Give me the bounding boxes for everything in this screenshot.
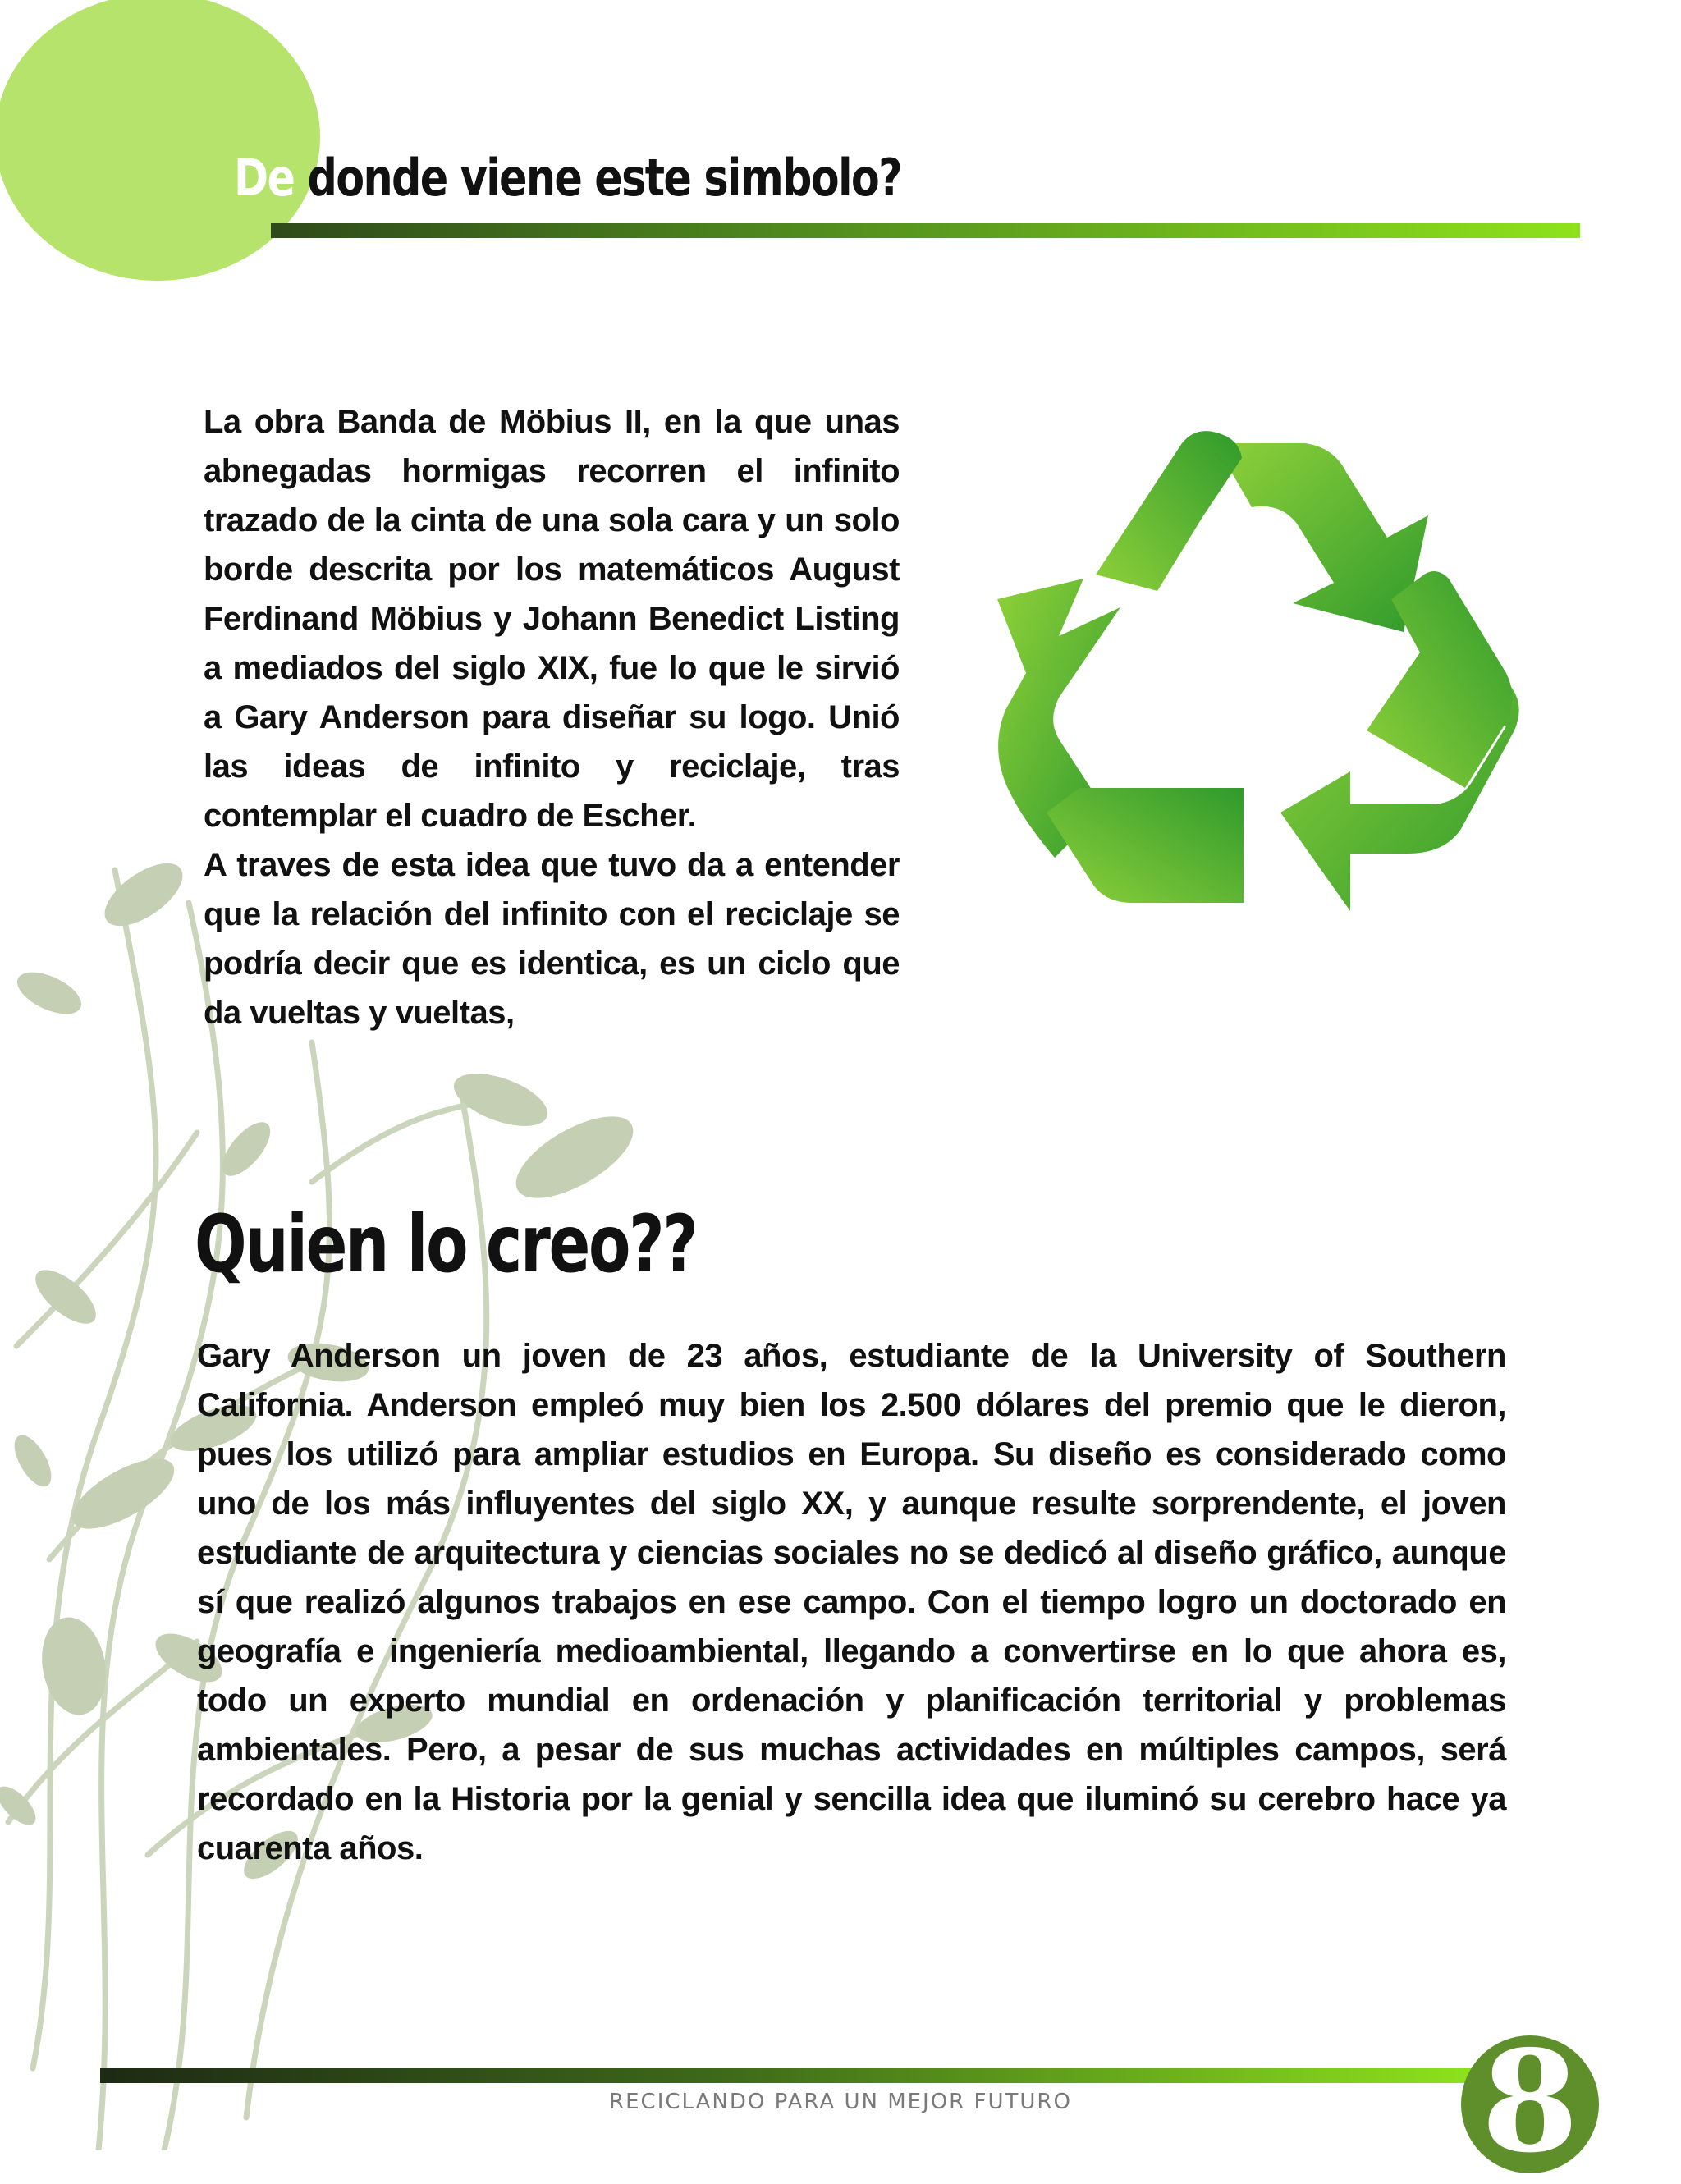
section1-paragraph-b: A traves de esta idea que tuvo da a entender que la relación del infinito con el reciclaje se podría decir que es identica, es un ciclo que da vueltas y vueltas, [204,847,900,1031]
header-circle-decoration [0,0,320,281]
page-title [234,148,901,208]
page-title-accent: De [234,148,295,208]
footer-tagline: RECICLANDO PARA UN MEJOR FUTURO [609,2090,1072,2114]
page-title-rest: donde viene este simbolo? [294,148,902,208]
header-rule [271,223,1580,238]
section1-body [204,397,900,1037]
footer-rule [100,2068,1495,2083]
recycle-icon [981,427,1523,936]
page-number: 8 [1481,2020,1579,2184]
section2-title: Quien lo creo?? [195,1198,697,1290]
section1-paragraph-a: La obra Banda de Möbius II, en la que unas abnegadas hormigas recorren el infinito trazado de la cinta de una sola cara y un solo borde descrita por los matemáticos August Ferdinand Möbius y Johann Benedict Listing a mediados del siglo XIX, fue lo que le sirvió a Gary Anderson para diseñar su logo. Unió las ideas de infinito y reciclaje, tras contemplar el cuadro de Escher. [204,404,900,834]
section2-paragraph: Gary Anderson un joven de 23 años, estudiante de la University of Southern California. Anderson empleó muy bien los 2.500 dólares del premio que le dieron, pues los utilizó para ampliar estudios en Europa. Su diseño es considerado como uno de los más influyentes del siglo XX, y aunque resulte sorprendente, el joven estudiante de arquitectura y ciencias sociales no se dedicó al diseño gráfico, aunque sí que realizó algunos trabajos en ese campo. Con el tiempo logro un doctorado en geografía e ingeniería medioambiental, llegando a convertirse en lo que ahora es, todo un experto mundial en ordenación y planificación territorial y problemas ambientales. Pero, a pesar de sus muchas actividades en múltiples campos, será recordado en la Historia por la genial y sencilla idea que iluminó su cerebro hace ya cuarenta años. [197,1338,1506,1866]
page-number-badge [1461,2020,1599,2184]
